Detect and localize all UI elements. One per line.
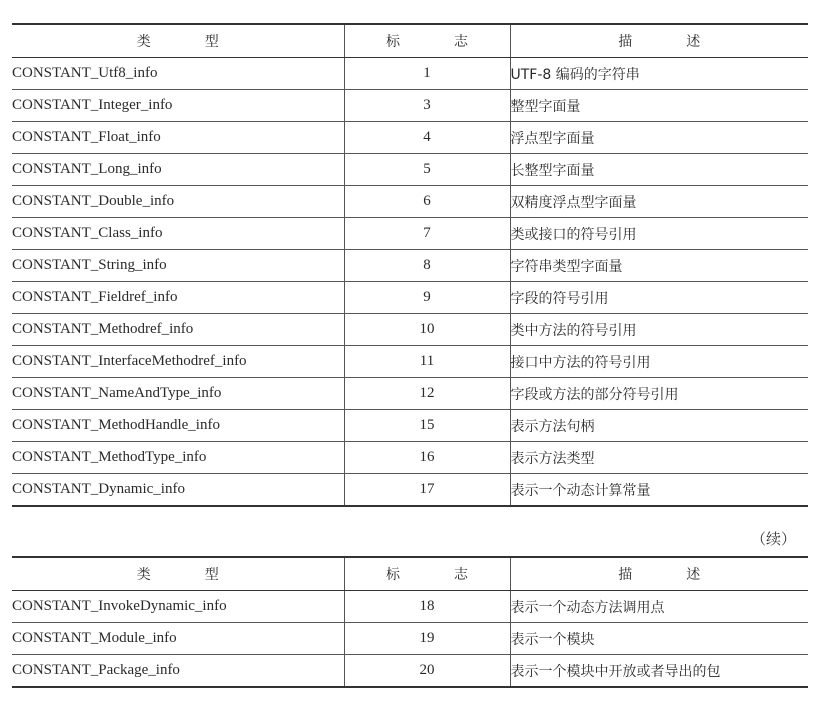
header-desc: 描 述	[510, 557, 808, 591]
cell-flag: 18	[344, 591, 510, 623]
table-row	[12, 591, 808, 623]
table-row	[12, 623, 808, 655]
cell-flag: 10	[344, 314, 510, 346]
header-type: 类 型	[12, 24, 344, 58]
cell-type: CONSTANT_Integer_info	[12, 90, 344, 122]
cell-desc: 长整型字面量	[510, 154, 808, 186]
table-row	[12, 58, 808, 90]
cell-flag: 7	[344, 218, 510, 250]
cell-flag: 1	[344, 58, 510, 90]
table-row	[12, 378, 808, 410]
cell-type: CONSTANT_Module_info	[12, 623, 344, 655]
cell-flag: 15	[344, 410, 510, 442]
cell-type: CONSTANT_Class_info	[12, 218, 344, 250]
table-row	[12, 410, 808, 442]
cell-desc: 字段或方法的部分符号引用	[510, 378, 808, 410]
cell-desc: 类或接口的符号引用	[510, 218, 808, 250]
table-row	[12, 186, 808, 218]
constant-pool-table	[12, 23, 808, 507]
cell-flag: 3	[344, 90, 510, 122]
cell-flag: 4	[344, 122, 510, 154]
cell-desc: 双精度浮点型字面量	[510, 186, 808, 218]
cell-type: CONSTANT_MethodType_info	[12, 442, 344, 474]
cell-flag: 19	[344, 623, 510, 655]
constant-pool-table-continued	[12, 556, 808, 688]
table-row	[12, 314, 808, 346]
cell-desc: 字符串类型字面量	[510, 250, 808, 282]
cell-type: CONSTANT_Dynamic_info	[12, 481, 185, 497]
cell-flag: 20	[344, 655, 510, 688]
table-header-row	[12, 24, 808, 58]
cell-desc: 表示一个动态计算常量	[510, 474, 808, 507]
table-row	[12, 474, 808, 507]
table-row	[12, 218, 808, 250]
header-flag: 标 志	[344, 557, 510, 591]
cell-desc: UTF-8 编码的字符串	[510, 58, 808, 90]
cell-type: CONSTANT_Float_info	[12, 122, 344, 154]
continued-label: （续）	[750, 530, 796, 548]
cell-type: CONSTANT_Fieldref_info	[12, 282, 344, 314]
cell-type: CONSTANT_InvokeDynamic_info	[12, 591, 344, 623]
cell-type: CONSTANT_Package_info	[12, 662, 180, 678]
cell-desc: 表示一个动态方法调用点	[510, 591, 808, 623]
table-row	[12, 282, 808, 314]
cell-desc: 字段的符号引用	[510, 282, 808, 314]
header-type: 类 型	[12, 557, 344, 591]
table-row	[12, 122, 808, 154]
table-row	[12, 442, 808, 474]
cell-type: CONSTANT_NameAndType_info	[12, 378, 344, 410]
cell-type: CONSTANT_MethodHandle_info	[12, 410, 344, 442]
cell-flag: 5	[344, 154, 510, 186]
cell-desc: 接口中方法的符号引用	[510, 346, 808, 378]
cell-flag: 9	[344, 282, 510, 314]
table-row	[12, 250, 808, 282]
cell-desc: 浮点型字面量	[510, 122, 808, 154]
table-row	[12, 346, 808, 378]
table-header-row	[12, 557, 808, 591]
cell-desc: 整型字面量	[510, 90, 808, 122]
cell-desc: 类中方法的符号引用	[510, 314, 808, 346]
cell-flag: 6	[344, 186, 510, 218]
cell-type: CONSTANT_Long_info	[12, 154, 344, 186]
cell-flag: 11	[344, 346, 510, 378]
cell-flag: 8	[344, 250, 510, 282]
cell-flag: 16	[344, 442, 510, 474]
cell-flag: 17	[344, 474, 510, 507]
cell-type: CONSTANT_String_info	[12, 250, 344, 282]
cell-type: CONSTANT_InterfaceMethodref_info	[12, 346, 344, 378]
cell-flag: 12	[344, 378, 510, 410]
table-row	[12, 90, 808, 122]
cell-type: CONSTANT_Double_info	[12, 186, 344, 218]
table-row	[12, 154, 808, 186]
header-flag: 标 志	[344, 24, 510, 58]
cell-desc: 表示方法句柄	[510, 410, 808, 442]
cell-desc: 表示一个模块中开放或者导出的包	[510, 655, 808, 688]
table-row	[12, 655, 808, 688]
cell-type: CONSTANT_Utf8_info	[12, 58, 344, 90]
cell-desc: 表示一个模块	[510, 623, 808, 655]
cell-desc: 表示方法类型	[510, 442, 808, 474]
cell-type: CONSTANT_Methodref_info	[12, 314, 344, 346]
header-desc: 描 述	[510, 24, 808, 58]
